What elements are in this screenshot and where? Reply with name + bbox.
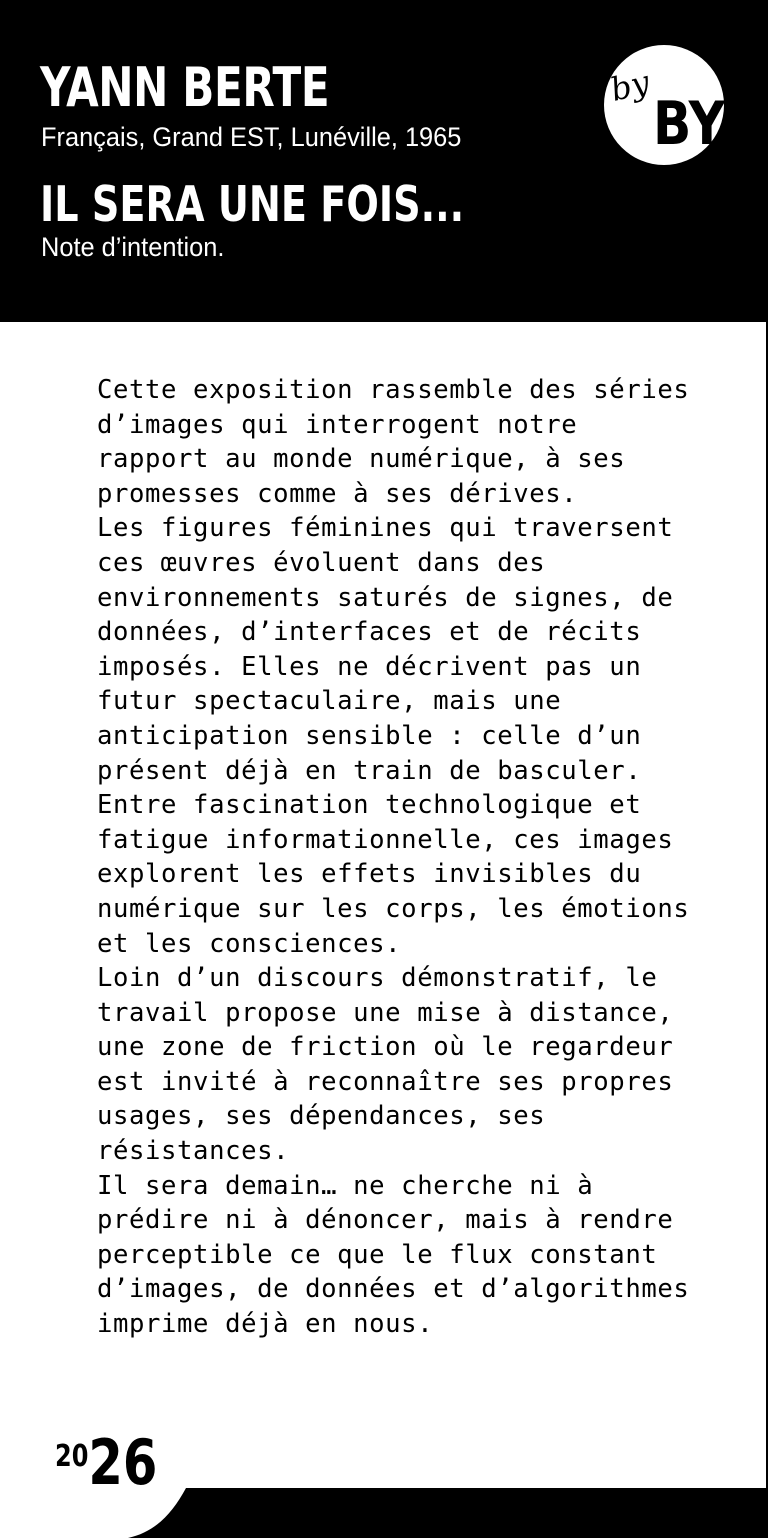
body-line: Les figures féminines qui traversent (97, 513, 674, 544)
body-line: Entre fascination technologique et (97, 790, 642, 821)
body-line: usages, ses dépendances, ses (97, 1101, 546, 1132)
body-line: d’images qui interrogent notre (97, 409, 578, 440)
logo-text-large: BY (653, 89, 727, 159)
year-suffix: 26 (88, 1426, 158, 1499)
body-line: futur spectaculaire, mais une (97, 686, 562, 717)
artist-name: YANN BERTE (40, 56, 330, 119)
body-line: imprime déjà en nous. (97, 1309, 434, 1340)
exhibition-title: IL SERA UNE FOIS... (40, 176, 465, 233)
by-logo (603, 44, 725, 166)
body-line: imposés. Elles ne décrivent pas un (97, 651, 642, 682)
body-line: présent déjà en train de basculer. (97, 755, 642, 786)
body-line: Loin d’un discours démonstratif, le (97, 963, 658, 994)
body-line: environnements saturés de signes, de (97, 582, 674, 613)
body-line: Cette exposition rassemble des séries (97, 375, 690, 405)
body-line: promesses comme à ses dérives. (97, 478, 578, 509)
body-line: une zone de friction où le regardeur (97, 1032, 674, 1063)
header-band (0, 0, 768, 322)
body-line: et les consciences. (97, 928, 402, 959)
logo-text-small: by (606, 62, 654, 109)
artist-info: Français, Grand EST, Lunéville, 1965 (41, 122, 462, 152)
year-prefix: 20 (55, 1439, 89, 1474)
body-line: d’images, de données et d’algorithmes (97, 1274, 690, 1305)
body-line: fatigue informationnelle, ces images (97, 824, 674, 855)
body-line: explorent les effets invisibles du (97, 859, 642, 890)
body-line: données, d’interfaces et de récits (97, 617, 642, 648)
body-line: travail propose une mise à distance, (97, 997, 674, 1028)
footer-band (0, 1488, 768, 1538)
exhibition-subtitle: Note d’intention. (41, 232, 225, 262)
body-line: rapport au monde numérique, à ses (97, 444, 626, 475)
body-line: perceptible ce que le flux constant (97, 1239, 658, 1270)
year-mark (55, 1426, 158, 1499)
footer-band-shape (128, 1488, 768, 1538)
body-line: prédire ni à dénoncer, mais à rendre (97, 1205, 674, 1236)
body-line: est invité à reconnaître ses propres (97, 1066, 674, 1097)
body-line: numérique sur les corps, les émotions (97, 893, 690, 924)
body-line: anticipation sensible : celle d’un (97, 720, 642, 751)
intention-note-text (97, 373, 688, 1342)
body-line: ces œuvres évoluent dans des (97, 547, 546, 578)
body-line: Il sera demain… ne cherche ni à (97, 1170, 594, 1201)
body-line: résistances. (97, 1136, 290, 1167)
